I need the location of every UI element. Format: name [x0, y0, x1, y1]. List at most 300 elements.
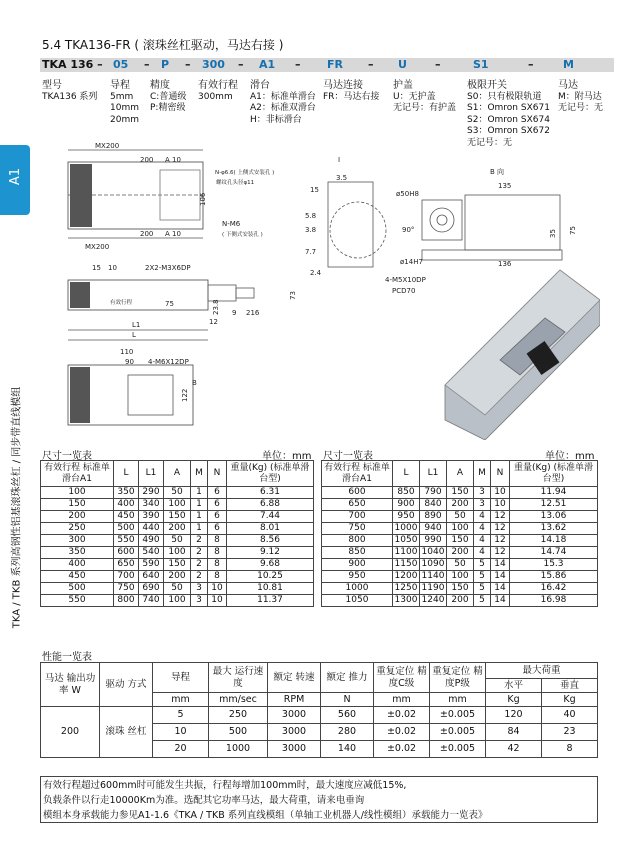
col-header: L1 [139, 461, 164, 487]
label-b: B [192, 379, 197, 387]
dim-table-unit-left: 单位：mm [262, 451, 312, 462]
code-dash: – [435, 58, 441, 71]
table-cell: 700 [114, 571, 139, 583]
table-row [41, 523, 314, 535]
table-cell: 340 [139, 499, 164, 511]
label-nm6-bottom: ( 下侧式安装孔 ) [222, 232, 263, 238]
table-cell: 2 [191, 559, 208, 571]
unit-vertical: Kg [542, 693, 598, 707]
dim-l: L [132, 331, 136, 339]
section-tab-label: A1 [8, 167, 24, 186]
table-cell: 5 [474, 571, 491, 583]
table-cell: 550 [114, 535, 139, 547]
table-cell: 440 [139, 523, 164, 535]
table-cell: 5 [474, 583, 491, 595]
table-cell: 790 [420, 487, 447, 499]
technical-drawing [40, 140, 600, 440]
table-cell: 11.94 [510, 487, 598, 499]
table-cell: 50 [447, 559, 474, 571]
dim-mx200-top: MX200 [95, 142, 120, 150]
dim-77: 7.7 [305, 248, 317, 256]
table-cell: 1190 [420, 583, 447, 595]
page-title: 5.4 TKA136-FR ( 滚珠丝杠驱动，马达右接 ) [42, 38, 284, 52]
table-cell: 5 [474, 559, 491, 571]
table-cell: 15.86 [510, 571, 598, 583]
dim-15-detail: 15 [310, 186, 319, 194]
table-cell: 13.06 [510, 511, 598, 523]
dim-90: 90 [125, 358, 134, 366]
unit-horizontal: Kg [486, 693, 542, 707]
dimension-table-right [321, 460, 598, 607]
note-line: 模组本身承载能力参见A1-1.6《TKA / TKB 系列直线模组（单轴工业机器人/线性模组）承载能力一览表》 [43, 810, 488, 821]
label-phi50: ø50H8 [396, 190, 419, 198]
table-cell: 1000 [393, 523, 420, 535]
table-cell: 13.62 [510, 523, 598, 535]
top-view [68, 142, 274, 251]
table-cell: 1140 [420, 571, 447, 583]
table-cell: 500 [114, 523, 139, 535]
dim-238: 23.8 [212, 299, 220, 315]
label-b-direction: B 向 [490, 168, 505, 176]
table-cell: 4 [474, 547, 491, 559]
perf-cell: 40 [542, 707, 598, 724]
table-cell: 16.98 [510, 595, 598, 607]
table-cell: 750 [322, 523, 393, 535]
table-cell: 14 [491, 583, 510, 595]
dim-table-title-right: 尺寸一览表 [323, 451, 373, 462]
perf-cell: 3000 [268, 707, 321, 724]
dim-l1: L1 [132, 321, 141, 329]
table-cell: 50 [164, 487, 191, 499]
table-row [41, 499, 314, 511]
table-cell: 1000 [322, 583, 393, 595]
label-stroke: 有效行程 [110, 300, 133, 306]
dim-table-title-left: 尺寸一览表 [42, 451, 92, 462]
table-cell: 12 [491, 523, 510, 535]
col-header: 有效行程 标准单滑台A1 [322, 461, 393, 487]
table-row [41, 571, 314, 583]
table-row [322, 499, 598, 511]
table-row [322, 535, 598, 547]
table-cell: 900 [322, 559, 393, 571]
dim-136: 136 [498, 260, 512, 268]
table-cell: 6 [208, 511, 227, 523]
table-cell: 200 [447, 499, 474, 511]
table-cell: 150 [164, 559, 191, 571]
table-cell: 50 [164, 535, 191, 547]
table-cell: 850 [322, 547, 393, 559]
table-cell: 890 [420, 511, 447, 523]
col-header: L1 [420, 461, 447, 487]
dim-135: 135 [498, 182, 512, 190]
table-cell: 640 [139, 571, 164, 583]
hdr-repeat-p: 重复定位 精度P级 [430, 663, 486, 693]
table-cell: 9.68 [227, 559, 314, 571]
table-cell: 800 [114, 595, 139, 607]
dimension-table-left [40, 460, 314, 607]
code-model: TKA 136 – [42, 58, 103, 71]
table-cell: 1 [191, 487, 208, 499]
code-dash: – [528, 58, 534, 71]
perf-cell: 280 [321, 724, 374, 741]
table-cell: 10 [208, 583, 227, 595]
dim-12: 12 [209, 318, 218, 326]
dim-106: 106 [199, 192, 207, 206]
table-cell: 12 [491, 511, 510, 523]
table-row [322, 523, 598, 535]
table-cell: 16.42 [510, 583, 598, 595]
dim-58: 5.8 [305, 212, 317, 220]
series-side-label: TKA / TKB 系列高钢性铝基滚珠丝杠 / 同步带直线模组 [11, 386, 23, 629]
table-cell: 100 [447, 571, 474, 583]
hdr-speed: 最大 运行速度 [209, 663, 268, 693]
option-stroke: 有效行程 300mm [198, 80, 238, 102]
perf-cell: ±0.005 [430, 707, 486, 724]
perf-cell: 84 [486, 724, 542, 741]
label-thread-head: 螺纹孔头径φ11 [216, 180, 255, 186]
table-cell: 490 [139, 535, 164, 547]
hdr-repeat-c: 重复定位 精度C级 [374, 663, 430, 693]
dim-10: 10 [108, 264, 117, 272]
table-cell: 10.81 [227, 583, 314, 595]
perf-cell: 10 [153, 724, 209, 741]
code-cover: U [398, 58, 407, 71]
table-cell: 450 [114, 511, 139, 523]
perf-cell: ±0.005 [430, 724, 486, 741]
table-cell: 150 [447, 487, 474, 499]
dim-a10: A 10 [165, 156, 181, 164]
dim-15: 15 [92, 264, 101, 272]
table-cell: 1050 [322, 595, 393, 607]
table-cell: 12 [491, 535, 510, 547]
perf-cell: ±0.005 [430, 741, 486, 758]
label-n66: N-φ6.6( 上侧式安装孔 ) [215, 170, 275, 176]
dim-a10-bottom: A 10 [165, 230, 181, 238]
table-cell: 590 [139, 559, 164, 571]
perf-cell: 250 [209, 707, 268, 724]
dim-24: 2.4 [310, 269, 322, 277]
col-header: N [491, 461, 510, 487]
dim-75-flange: 75 [569, 226, 577, 235]
table-row [322, 583, 598, 595]
label-m6: 4-M6X12DP [148, 358, 189, 366]
table-cell: 3 [191, 583, 208, 595]
table-cell: 14.74 [510, 547, 598, 559]
perf-cell: 120 [486, 707, 542, 724]
table-cell: 10.25 [227, 571, 314, 583]
table-cell: 4 [474, 535, 491, 547]
table-cell: 1150 [393, 559, 420, 571]
table-cell: 8 [208, 559, 227, 571]
table-cell: 800 [322, 535, 393, 547]
table-cell: 8 [208, 547, 227, 559]
table-cell: 150 [447, 583, 474, 595]
col-header: 重量(Kg) (标准单滑台型) [227, 461, 314, 487]
perf-cell: ±0.02 [374, 707, 430, 724]
table-cell: 7.44 [227, 511, 314, 523]
option-precision: 精度 C:普通级 P:精密级 [150, 80, 187, 113]
table-cell: 100 [164, 499, 191, 511]
table-cell: 9.12 [227, 547, 314, 559]
col-header: N [208, 461, 227, 487]
table-cell: 500 [41, 583, 114, 595]
hdr-motor: 马达 输出功率 W [41, 663, 100, 707]
col-header: M [191, 461, 208, 487]
motor-flange-view [385, 167, 577, 295]
dim-mx200-bottom: MX200 [85, 243, 110, 251]
table-cell: 350 [41, 547, 114, 559]
table-row [41, 595, 314, 607]
product-image [445, 270, 600, 440]
table-row [322, 571, 598, 583]
hdr-thrust: 额定 推力 [321, 663, 374, 693]
unit-repeat-p: mm [430, 693, 486, 707]
table-cell: 10 [491, 487, 510, 499]
table-row [41, 547, 314, 559]
table-cell: 6 [208, 523, 227, 535]
hdr-horizontal: 水平 [486, 679, 542, 693]
label-i: I [338, 156, 341, 164]
hdr-max-load: 最大荷重 [486, 663, 598, 679]
table-cell: 14 [491, 559, 510, 571]
perf-cell: 560 [321, 707, 374, 724]
dim-200-bottom: 200 [140, 230, 154, 238]
table-cell: 3 [191, 595, 208, 607]
label-phi14: ø14H7 [400, 258, 423, 266]
code-slider: A1 [259, 58, 276, 71]
table-row [41, 559, 314, 571]
label-m5: 4-M5X10DP [385, 276, 426, 284]
unit-thrust: N [321, 693, 374, 707]
option-cover: 护盖 U：无护盖 无记号：有护盖 [393, 80, 457, 113]
table-cell: 10 [491, 499, 510, 511]
code-connection: FR [327, 58, 343, 71]
end-view [68, 348, 197, 425]
option-motor: 马达 M：附马达 无记号：无 [558, 80, 604, 113]
unit-rpm: RPM [268, 693, 321, 707]
table-cell: 4 [474, 511, 491, 523]
table-cell: 2 [191, 535, 208, 547]
dim-200: 200 [140, 156, 154, 164]
table-cell: 950 [393, 511, 420, 523]
table-cell: 600 [322, 487, 393, 499]
table-cell: 200 [41, 511, 114, 523]
table-cell: 200 [164, 523, 191, 535]
perf-cell: 42 [486, 741, 542, 758]
perf-cell: 500 [209, 724, 268, 741]
option-lead: 导程 5mm 10mm 20mm [110, 80, 139, 125]
table-cell: 1 [191, 499, 208, 511]
table-cell: 840 [420, 499, 447, 511]
table-row [322, 487, 598, 499]
code-dash: – [238, 58, 244, 71]
dim-38: 3.8 [305, 226, 317, 234]
table-cell: 5 [474, 595, 491, 607]
table-cell: 850 [393, 487, 420, 499]
table-cell: 12.51 [510, 499, 598, 511]
table-row [322, 547, 598, 559]
unit-lead: mm [153, 693, 209, 707]
table-cell: 940 [420, 523, 447, 535]
drive-value: 滚珠 丝杠 [100, 707, 153, 758]
unit-speed: mm/sec [209, 693, 268, 707]
table-cell: 100 [164, 547, 191, 559]
table-cell: 100 [41, 487, 114, 499]
option-connection: 马达连接 FR：马达右接 [323, 80, 380, 102]
table-cell: 8.56 [227, 535, 314, 547]
perf-cell: 3000 [268, 724, 321, 741]
table-body [322, 487, 598, 607]
table-cell: 6 [208, 487, 227, 499]
code-dash: – [295, 58, 301, 71]
table-cell: 200 [447, 595, 474, 607]
table-cell: 650 [114, 559, 139, 571]
table-cell: 200 [447, 547, 474, 559]
code-precision: P [161, 58, 170, 71]
table-cell: 100 [447, 523, 474, 535]
table-cell: 740 [139, 595, 164, 607]
table-cell: 14 [491, 595, 510, 607]
table-cell: 1090 [420, 559, 447, 571]
perf-cell: ±0.02 [374, 741, 430, 758]
table-cell: 900 [393, 499, 420, 511]
table-cell: 250 [41, 523, 114, 535]
table-cell: 400 [114, 499, 139, 511]
table-cell: 300 [41, 535, 114, 547]
table-cell: 1300 [393, 595, 420, 607]
table-cell: 2 [191, 547, 208, 559]
table-cell: 200 [164, 571, 191, 583]
perf-cell: 3000 [268, 741, 321, 758]
note-line: 有效行程超过600mm时可能发生共振，行程每增加100mm时，最大速度应减低15%, [43, 780, 407, 791]
perf-cell: 1000 [209, 741, 268, 758]
perf-cell: 5 [153, 707, 209, 724]
table-cell: 100 [164, 595, 191, 607]
code-dash: – [144, 58, 150, 71]
unit-repeat-c: mm [374, 693, 430, 707]
perf-cell: 140 [321, 741, 374, 758]
dim-122: 122 [181, 388, 189, 402]
hdr-lead: 导程 [153, 663, 209, 693]
table-cell: 15.3 [510, 559, 598, 571]
dim-75: 75 [165, 300, 174, 308]
table-cell: 6 [208, 499, 227, 511]
table-row [322, 559, 598, 571]
label-pcd70: PCD70 [392, 287, 416, 295]
perf-cell: 20 [153, 741, 209, 758]
perf-cell: ±0.02 [374, 724, 430, 741]
table-cell: 690 [139, 583, 164, 595]
table-cell: 600 [114, 547, 139, 559]
side-view [68, 264, 297, 340]
notes-box [40, 776, 598, 823]
note-line: 负载条件以行走10000Km为准。选配其它功率马达，最大荷重，请来电垂询 [43, 795, 365, 806]
model-code-bar [40, 58, 614, 72]
perf-table-title: 性能一览表 [42, 652, 92, 663]
table-cell: 6.31 [227, 487, 314, 499]
dim-73: 73 [289, 291, 297, 300]
table-cell: 150 [41, 499, 114, 511]
table-cell: 150 [164, 511, 191, 523]
table-cell: 8 [208, 535, 227, 547]
code-motor: M [563, 58, 574, 71]
label-90deg: 90° [402, 226, 415, 234]
table-row [322, 595, 598, 607]
table-cell: 8 [208, 571, 227, 583]
table-cell: 450 [41, 571, 114, 583]
dim-216: 216 [246, 309, 260, 317]
table-cell: 400 [41, 559, 114, 571]
table-cell: 11.37 [227, 595, 314, 607]
table-cell: 1100 [393, 547, 420, 559]
table-cell: 1200 [393, 571, 420, 583]
code-stroke: 300 [202, 58, 225, 71]
code-limit: S1 [473, 58, 489, 71]
table-cell: 1250 [393, 583, 420, 595]
table-row [41, 535, 314, 547]
table-cell: 8.01 [227, 523, 314, 535]
table-cell: 950 [322, 571, 393, 583]
col-header: 有效行程 标准单滑台A1 [41, 461, 114, 487]
table-cell: 650 [322, 499, 393, 511]
option-limit: 极限开关 S0：只有极限轨道 S1：Omron SX671 S2：Omron SX674 S3：Omron SX672 无记号：无 [467, 80, 550, 148]
code-lead: 05 [113, 58, 129, 71]
table-cell: 390 [139, 511, 164, 523]
table-cell: 350 [114, 487, 139, 499]
col-header: L [393, 461, 420, 487]
label-nm6: N-M6 [222, 220, 241, 228]
table-cell: 150 [447, 535, 474, 547]
performance-table [40, 662, 598, 758]
table-cell: 290 [139, 487, 164, 499]
table-row [41, 583, 314, 595]
table-cell: 3 [474, 499, 491, 511]
table-cell: 1040 [420, 547, 447, 559]
section-detail [305, 156, 386, 277]
hdr-vertical: 垂直 [542, 679, 598, 693]
hdr-rpm: 额定 转速 [268, 663, 321, 693]
table-cell: 6.88 [227, 499, 314, 511]
dim-table-unit-right: 单位：mm [545, 451, 595, 462]
label-m3: 2X2-M3X6DP [145, 264, 191, 272]
col-header: A [164, 461, 191, 487]
table-cell: 1 [191, 511, 208, 523]
table-cell: 700 [322, 511, 393, 523]
table-cell: 990 [420, 535, 447, 547]
table-row [322, 511, 598, 523]
option-slider: 滑台 A1：标准单滑台 A2：标准双滑台 H：非标滑台 [250, 80, 316, 125]
table-cell: 4 [474, 523, 491, 535]
code-dash: – [368, 58, 374, 71]
table-row [41, 487, 314, 499]
col-header: 重量(Kg) (标准单滑台型) [510, 461, 598, 487]
dim-35-flange: 35 [549, 229, 557, 238]
table-cell: 14.18 [510, 535, 598, 547]
option-model: 型号 TKA136 系列 [42, 80, 98, 102]
dim-35-detail: 3.5 [336, 174, 348, 182]
table-cell: 12 [491, 547, 510, 559]
code-dash: – [185, 58, 191, 71]
col-header: L [114, 461, 139, 487]
perf-cell: 23 [542, 724, 598, 741]
dim-110: 110 [120, 348, 134, 356]
table-cell: 14 [491, 571, 510, 583]
table-cell: 1050 [393, 535, 420, 547]
table-row [41, 511, 314, 523]
table-cell: 750 [114, 583, 139, 595]
table-cell: 50 [447, 511, 474, 523]
table-cell: 1240 [420, 595, 447, 607]
